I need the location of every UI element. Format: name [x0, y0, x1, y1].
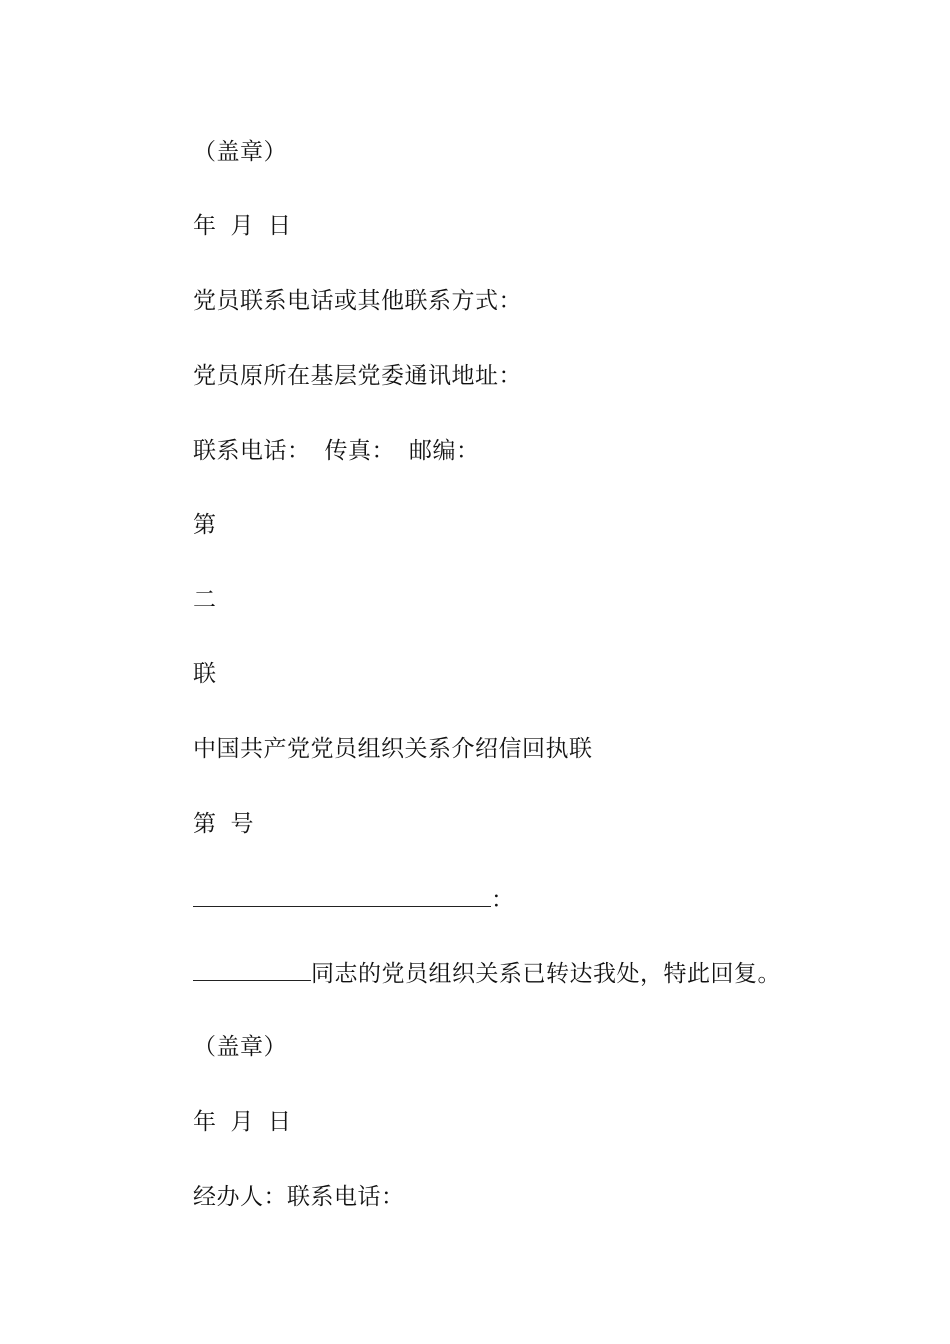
date-line-2 — [193, 1107, 292, 1137]
part-char-3: 联 — [193, 661, 217, 687]
original-address-line: 党员原所在基层党委通讯地址： — [193, 363, 522, 389]
day-label: 日 — [268, 1109, 292, 1135]
seal-line-1: （盖章） — [193, 139, 287, 165]
month-label: 月 — [230, 1109, 254, 1135]
year-label: 年 — [193, 213, 217, 239]
year-label: 年 — [193, 1109, 217, 1135]
month-label: 月 — [230, 213, 254, 239]
handler-line: 经办人：联系电话： — [193, 1184, 405, 1210]
number-hao-label: 号 — [230, 811, 254, 837]
postcode-label: 邮编： — [409, 438, 480, 464]
number-row — [193, 809, 254, 839]
transfer-text: 同志的党员组织关系已转达我处，特此回复。 — [311, 961, 781, 987]
date-line-1 — [193, 211, 292, 241]
seal-line-2: （盖章） — [193, 1034, 287, 1060]
contact-row — [193, 436, 480, 466]
addressee-colon: ： — [491, 887, 515, 913]
phone-label: 联系电话： — [193, 438, 311, 464]
member-contact-line: 党员联系电话或其他联系方式： — [193, 288, 522, 314]
fax-label: 传真： — [324, 438, 395, 464]
number-di-label: 第 — [193, 811, 217, 837]
addressee-line — [193, 884, 515, 915]
receipt-title: 中国共产党党员组织关系介绍信回执联 — [193, 736, 593, 762]
addressee-blank[interactable] — [193, 884, 491, 907]
part-char-2: 二 — [193, 587, 217, 613]
comrade-name-blank[interactable] — [193, 958, 311, 981]
day-label: 日 — [268, 213, 292, 239]
part-char-1: 第 — [193, 512, 217, 538]
transfer-line — [193, 958, 781, 989]
